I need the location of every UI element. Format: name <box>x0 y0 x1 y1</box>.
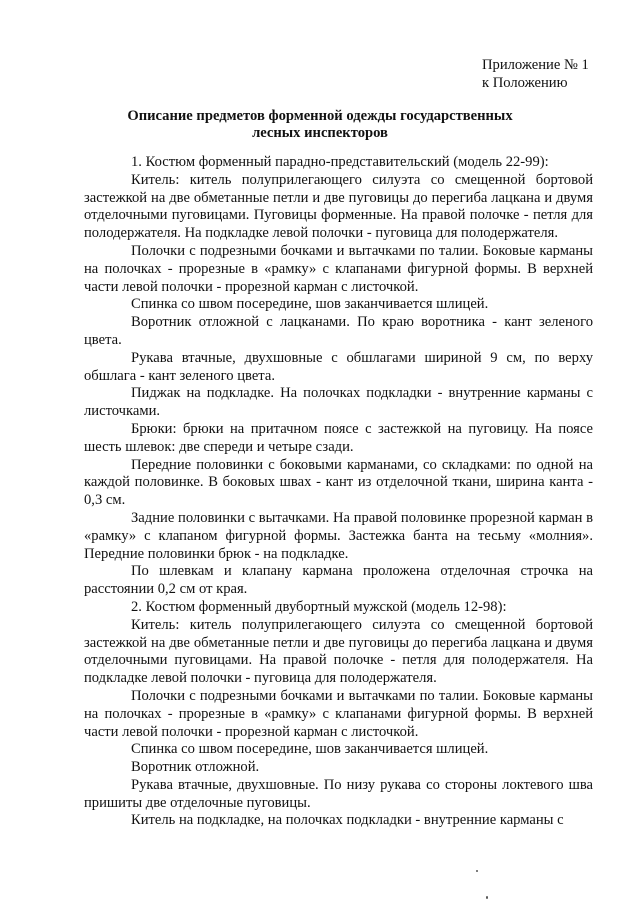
paragraph-sleeves-1: Рукава втачные, двухшовные с обшлагами шириной 9 см, по верху обшлага - кант зеленого цвета. <box>84 349 593 384</box>
paragraph-section-2-heading: 2. Костюм форменный двубортный мужской (модель 12-98): <box>131 598 507 615</box>
paragraph-sleeves-2: Рукава втачные, двухшовные. По низу рукава со стороны локтевого шва пришиты две отделочные пуговицы. <box>84 776 593 811</box>
appendix-regulation: к Положению <box>482 75 568 91</box>
paragraph-lining-1: Пиджак на подкладке. На полочках подкладки - внутренние карманы с листочками. <box>84 385 593 420</box>
paragraph-collar-1: Воротник отложной с лацканами. По краю воротника - кант зеленого цвета. <box>84 314 593 348</box>
paragraph-back-1: Спинка со швом посередине, шов заканчивается шлицей. <box>131 296 489 313</box>
paragraph-front-halves-1: Передние половинки с боковыми карманами, со складками: по одной на каждой половинке. В боковых швах - кант из отделочной ткани, ширина канта - 0,3 см. <box>84 456 593 509</box>
title-line-2: лесных инспекторов <box>252 125 388 141</box>
paragraph-trousers-1: Брюки: брюки на притачном поясе с застежкой на пуговицу. На поясе шесть шлевок: две спереди и четыре сзади. <box>84 420 593 455</box>
document-title <box>60 108 580 142</box>
appendix-number: Приложение № 1 <box>482 57 589 73</box>
paragraph-jacket-1: Китель: китель полуприлегающего силуэта со смещенной бортовой застежкой на две обметанные петли и две пуговицы до перегиба лацкана и двумя отделочными пуговицами. Пуговицы форменные. На правой полочке - петля для полодержателя. На подкладке левой полочки - пуговица для полодержателя. <box>84 171 593 242</box>
paragraph-jacket-2: Китель: китель полуприлегающего силуэта со смещенной бортовой застежкой на две обметанные петли и две пуговицы до перегиба лацкана и двумя отделочными пуговицами. На правой полочке - петля для полодержателя. На подкладке левой полочки - пуговица для полодержателя. <box>84 616 593 687</box>
scan-speck <box>476 870 478 872</box>
scan-speck <box>486 896 488 899</box>
paragraph-fronts-1: Полочки с подрезными бочками и вытачками по талии. Боковые карманы на полочках - прорезные в «рамку» с клапанами фигурной формы. В верхней части левой полочки - прорезной карман с листочкой. <box>84 242 593 295</box>
paragraph-fronts-2: Полочки с подрезными бочками и вытачками по талии. Боковые карманы на полочках - прорезные в «рамку» с клапанами фигурной формы. В верхней части левой полочки - прорезной карман с листочкой. <box>84 687 593 740</box>
paragraph-lining-2: Китель на подкладке, на полочках подкладки - внутренние карманы с <box>131 812 564 829</box>
paragraph-back-2: Спинка со швом посередине, шов заканчивается шлицей. <box>131 741 489 758</box>
paragraph-section-1-heading: 1. Костюм форменный парадно-представительский (модель 22-99): <box>131 154 549 170</box>
paragraph-stitching-1: По шлевкам и клапану кармана проложена отделочная строчка на расстоянии 0,2 см от края. <box>84 563 593 598</box>
document-body <box>84 154 593 830</box>
appendix-reference <box>482 56 589 92</box>
title-line-1: Описание предметов форменной одежды государственных <box>127 108 513 124</box>
paragraph-collar-2: Воротник отложной. <box>131 759 260 776</box>
paragraph-back-halves-1: Задние половинки с вытачками. На правой половинке прорезной карман в «рамку» с клапаном фигурной формы. Застежка банта на тесьму «молния». Передние половинки брюк - на подкладке. <box>84 509 593 562</box>
